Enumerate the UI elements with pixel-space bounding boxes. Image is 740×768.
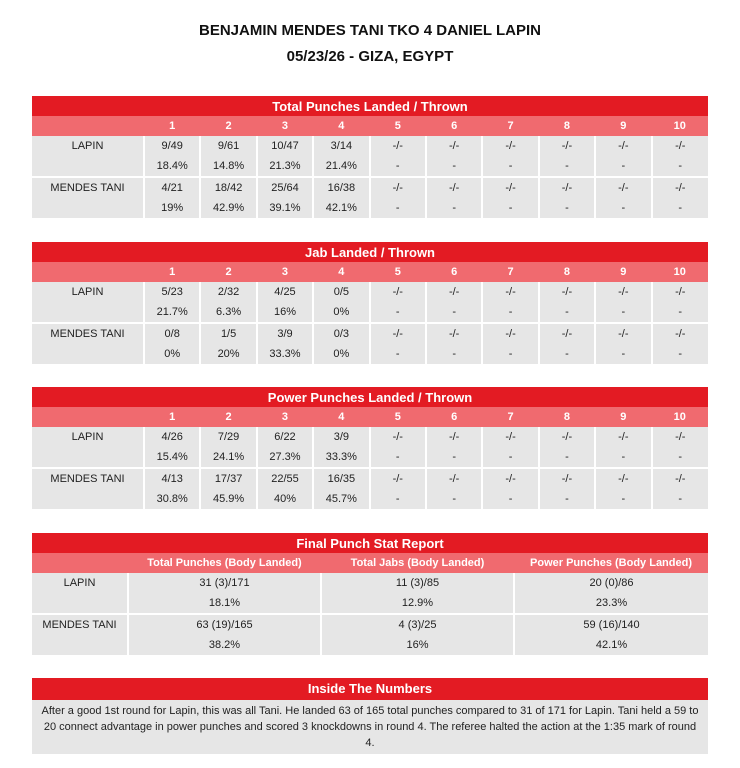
fighter-name: LAPIN [32,427,144,447]
round-header: 5 [370,262,426,282]
landed-thrown-cell: -/- [539,282,595,302]
round-header: 6 [426,116,482,136]
percentage-cell: 21.3% [257,156,313,177]
percentage-cell: - [595,489,651,509]
percentage-cell: 33.3% [257,344,313,364]
percentage-cell: - [595,198,651,218]
landed-thrown-cell: -/- [482,468,538,489]
final-col-header: Power Punches (Body Landed) [514,553,708,573]
percentage-cell: 21.4% [313,156,369,177]
percentage-cell: - [652,447,708,468]
percentage-cell: 15.4% [144,447,200,468]
landed-thrown-cell: -/- [426,323,482,344]
percentage-cell: - [426,489,482,509]
round-header: 7 [482,262,538,282]
final-pct-cell: 23.3% [514,593,708,614]
percentage-cell: - [539,344,595,364]
round-header: 4 [313,262,369,282]
landed-thrown-cell: -/- [426,136,482,156]
round-header: 2 [200,407,256,427]
round-header: 8 [539,262,595,282]
landed-thrown-cell: -/- [370,136,426,156]
percentage-cell: - [539,302,595,323]
percentage-cell: 21.7% [144,302,200,323]
landed-thrown-cell: 0/3 [313,323,369,344]
percentage-cell: - [482,489,538,509]
landed-thrown-cell: 9/49 [144,136,200,156]
landed-thrown-cell: 0/8 [144,323,200,344]
percentage-cell: 27.3% [257,447,313,468]
fighter-name-spacer [32,447,144,468]
fighter-name: LAPIN [32,282,144,302]
inside-the-numbers [32,678,708,754]
round-header: 10 [652,116,708,136]
fighter-name-spacer [32,302,144,323]
percentage-cell: - [652,156,708,177]
percentage-cell: 42.1% [313,198,369,218]
fighter-name-spacer [32,635,128,655]
round-header: 1 [144,407,200,427]
fighter-name-spacer [32,344,144,364]
final-pct-cell: 12.9% [321,593,514,614]
round-header: 2 [200,262,256,282]
table-title: Jab Landed / Thrown [32,242,708,262]
final-value-cell: 63 (19)/165 [128,614,321,635]
landed-thrown-cell: -/- [652,136,708,156]
corner-header [32,116,144,136]
rounds-table-body [32,96,708,218]
landed-thrown-cell: 7/29 [200,427,256,447]
landed-thrown-cell: 4/26 [144,427,200,447]
percentage-cell: 6.3% [200,302,256,323]
percentage-cell: 39.1% [257,198,313,218]
rounds-table-body [32,387,708,509]
percentage-cell: 0% [144,344,200,364]
fighter-name-spacer [32,489,144,509]
landed-thrown-cell: -/- [539,177,595,198]
landed-thrown-cell: 9/61 [200,136,256,156]
landed-thrown-cell: 2/32 [200,282,256,302]
round-header: 1 [144,116,200,136]
final-value-cell: 20 (0)/86 [514,573,708,593]
percentage-cell: - [652,302,708,323]
percentage-cell: - [370,344,426,364]
percentage-cell: 45.7% [313,489,369,509]
percentage-cell: - [595,302,651,323]
percentage-cell: 0% [313,302,369,323]
landed-thrown-cell: 10/47 [257,136,313,156]
landed-thrown-cell: 3/14 [313,136,369,156]
percentage-cell: - [370,489,426,509]
round-header: 6 [426,407,482,427]
final-corner-header [32,553,128,573]
landed-thrown-cell: -/- [539,468,595,489]
landed-thrown-cell: -/- [595,177,651,198]
landed-thrown-cell: -/- [370,282,426,302]
round-header: 7 [482,407,538,427]
rounds-table-body [32,242,708,364]
corner-header [32,262,144,282]
percentage-cell: - [482,447,538,468]
landed-thrown-cell: 18/42 [200,177,256,198]
jab-table [32,242,708,364]
round-header: 2 [200,116,256,136]
landed-thrown-cell: -/- [370,427,426,447]
corner-header [32,407,144,427]
table-title: Power Punches Landed / Thrown [32,387,708,407]
final-report-title: Final Punch Stat Report [32,533,708,553]
fighter-name: LAPIN [32,573,128,593]
landed-thrown-cell: -/- [482,427,538,447]
percentage-cell: - [539,156,595,177]
landed-thrown-cell: -/- [426,427,482,447]
landed-thrown-cell: -/- [370,468,426,489]
landed-thrown-cell: -/- [482,323,538,344]
final-pct-cell: 16% [321,635,514,655]
round-header: 9 [595,262,651,282]
round-header: 3 [257,116,313,136]
round-header: 5 [370,407,426,427]
percentage-cell: 45.9% [200,489,256,509]
fighter-name: LAPIN [32,136,144,156]
final-value-cell: 59 (16)/140 [514,614,708,635]
landed-thrown-cell: 16/35 [313,468,369,489]
percentage-cell: 42.9% [200,198,256,218]
final-pct-cell: 38.2% [128,635,321,655]
percentage-cell: - [595,344,651,364]
final-report-table [32,533,708,655]
final-value-cell: 31 (3)/171 [128,573,321,593]
landed-thrown-cell: -/- [539,427,595,447]
round-header: 8 [539,116,595,136]
percentage-cell: - [652,344,708,364]
landed-thrown-cell: 4/13 [144,468,200,489]
inside-title: Inside The Numbers [32,678,708,700]
percentage-cell: - [595,447,651,468]
fighter-name-spacer [32,593,128,614]
landed-thrown-cell: -/- [370,177,426,198]
landed-thrown-cell: -/- [482,177,538,198]
percentage-cell: - [482,302,538,323]
landed-thrown-cell: 3/9 [313,427,369,447]
power-punches-table [32,387,708,509]
landed-thrown-cell: -/- [539,136,595,156]
round-header: 10 [652,262,708,282]
percentage-cell: 16% [257,302,313,323]
final-pct-cell: 18.1% [128,593,321,614]
percentage-cell: - [370,156,426,177]
percentage-cell: 19% [144,198,200,218]
fighter-name: MENDES TANI [32,468,144,489]
percentage-cell: - [652,198,708,218]
percentage-cell: - [652,489,708,509]
round-header: 9 [595,407,651,427]
landed-thrown-cell: -/- [652,282,708,302]
percentage-cell: - [482,198,538,218]
percentage-cell: - [426,447,482,468]
round-header: 9 [595,116,651,136]
final-value-cell: 11 (3)/85 [321,573,514,593]
landed-thrown-cell: -/- [595,468,651,489]
landed-thrown-cell: -/- [426,282,482,302]
percentage-cell: - [370,447,426,468]
fighter-name: MENDES TANI [32,177,144,198]
percentage-cell: 14.8% [200,156,256,177]
percentage-cell: 20% [200,344,256,364]
landed-thrown-cell: -/- [652,427,708,447]
landed-thrown-cell: -/- [539,323,595,344]
percentage-cell: - [426,344,482,364]
landed-thrown-cell: -/- [370,323,426,344]
landed-thrown-cell: 22/55 [257,468,313,489]
final-value-cell: 4 (3)/25 [321,614,514,635]
percentage-cell: 40% [257,489,313,509]
percentage-cell: - [539,489,595,509]
round-header: 5 [370,116,426,136]
landed-thrown-cell: -/- [426,177,482,198]
percentage-cell: - [426,198,482,218]
percentage-cell: - [370,302,426,323]
table-title: Total Punches Landed / Thrown [32,96,708,116]
percentage-cell: - [539,198,595,218]
fighter-name: MENDES TANI [32,614,128,635]
landed-thrown-cell: -/- [595,427,651,447]
landed-thrown-cell: 25/64 [257,177,313,198]
fight-date-location: 05/23/26 - GIZA, EGYPT [286,48,454,65]
total-punches-table [32,96,708,218]
percentage-cell: 33.3% [313,447,369,468]
percentage-cell: - [539,447,595,468]
round-header: 7 [482,116,538,136]
round-header: 3 [257,407,313,427]
landed-thrown-cell: -/- [652,323,708,344]
round-header: 1 [144,262,200,282]
landed-thrown-cell: 5/23 [144,282,200,302]
round-header: 3 [257,262,313,282]
landed-thrown-cell: 16/38 [313,177,369,198]
percentage-cell: 0% [313,344,369,364]
landed-thrown-cell: 4/21 [144,177,200,198]
inside-text: After a good 1st round for Lapin, this was all Tani. He landed 63 of 165 total punches compared to 31 of 171 for Lapin. Tani held a 59 to 20 connect advantage in power punches and scored 3 knockdowns in round 4. The referee halted the action at the 1:35 mark of round 4. [32,700,708,754]
fight-title: BENJAMIN MENDES TANI TKO 4 DANIEL LAPIN [199,22,541,39]
landed-thrown-cell: -/- [595,282,651,302]
landed-thrown-cell: -/- [595,136,651,156]
landed-thrown-cell: 0/5 [313,282,369,302]
landed-thrown-cell: -/- [482,136,538,156]
landed-thrown-cell: -/- [652,177,708,198]
percentage-cell: 24.1% [200,447,256,468]
landed-thrown-cell: 3/9 [257,323,313,344]
landed-thrown-cell: -/- [652,468,708,489]
percentage-cell: - [426,302,482,323]
round-header: 10 [652,407,708,427]
final-pct-cell: 42.1% [514,635,708,655]
round-header: 4 [313,407,369,427]
round-header: 6 [426,262,482,282]
landed-thrown-cell: 1/5 [200,323,256,344]
landed-thrown-cell: -/- [595,323,651,344]
final-col-header: Total Jabs (Body Landed) [321,553,514,573]
fighter-name-spacer [32,156,144,177]
percentage-cell: 30.8% [144,489,200,509]
percentage-cell: 18.4% [144,156,200,177]
final-col-header: Total Punches (Body Landed) [128,553,321,573]
landed-thrown-cell: -/- [482,282,538,302]
percentage-cell: - [482,344,538,364]
percentage-cell: - [370,198,426,218]
round-header: 8 [539,407,595,427]
fighter-name: MENDES TANI [32,323,144,344]
landed-thrown-cell: 17/37 [200,468,256,489]
landed-thrown-cell: -/- [426,468,482,489]
round-header: 4 [313,116,369,136]
percentage-cell: - [482,156,538,177]
fighter-name-spacer [32,198,144,218]
percentage-cell: - [595,156,651,177]
percentage-cell: - [426,156,482,177]
landed-thrown-cell: 6/22 [257,427,313,447]
landed-thrown-cell: 4/25 [257,282,313,302]
